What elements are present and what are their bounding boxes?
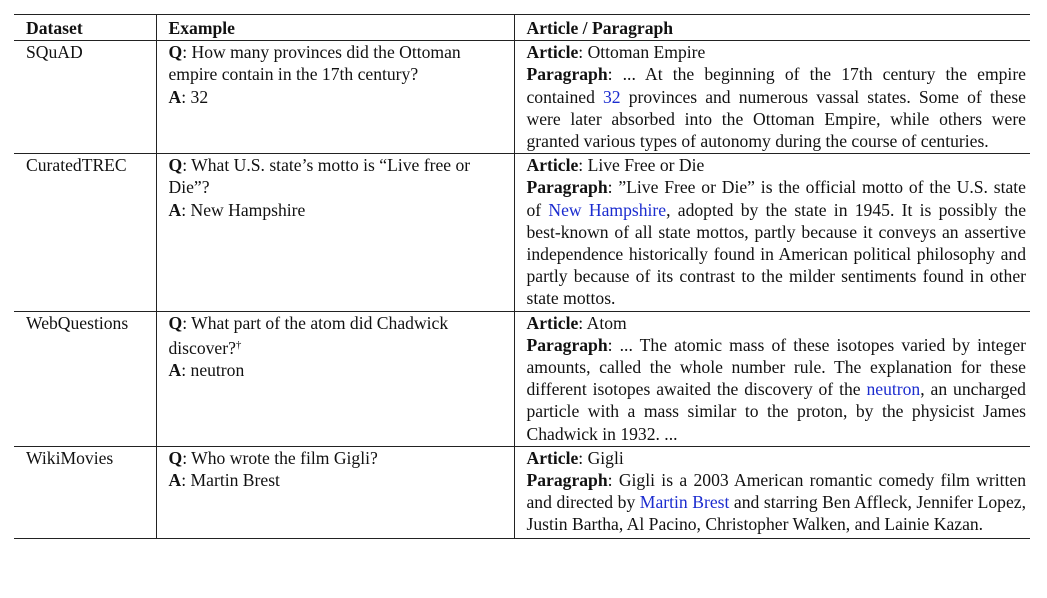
separator: : — [182, 312, 192, 333]
table-row — [14, 41, 1030, 154]
separator: : — [182, 155, 192, 176]
table-row — [14, 154, 1030, 311]
paragraph-label: Paragraph — [526, 470, 608, 491]
article-paragraph-cell — [514, 311, 1030, 446]
header-example: Example — [156, 15, 514, 41]
article-paragraph-cell — [514, 41, 1030, 154]
dataset-name: WikiMovies — [14, 446, 156, 538]
dataset-name: WebQuestions — [14, 311, 156, 446]
paragraph-label: Paragraph — [526, 177, 608, 198]
question-label: Q — [168, 155, 183, 176]
header-dataset: Dataset — [14, 15, 156, 41]
header-article-paragraph: Article / Paragraph — [514, 15, 1030, 41]
paragraph-label: Paragraph — [526, 64, 608, 85]
answer-highlight-link[interactable]: New Hampshire — [548, 199, 667, 220]
paragraph-text-after: and starring Ben Affleck, Jennifer Lopez, Justin Bartha, Al Pacino, Christopher Walken, and Lainie Kazan. — [526, 492, 1026, 535]
separator: : — [607, 64, 623, 85]
separator: : — [181, 199, 191, 220]
question-text: What part of the atom did Chadwick discover? — [168, 312, 449, 358]
article-label: Article — [526, 155, 579, 176]
answer-label: A — [168, 470, 182, 491]
paragraph-text-before: Gigli is a 2003 American romantic comedy film written and directed by — [526, 470, 1026, 513]
example-cell — [156, 311, 514, 446]
dataset-name: CuratedTREC — [14, 154, 156, 311]
table-row — [14, 311, 1030, 446]
example-cell — [156, 41, 514, 154]
paragraph-text-before: ”Live Free or Die” is the official motto of the U.S. state of — [526, 177, 1026, 220]
separator: : — [578, 312, 587, 333]
dagger-footnote-mark: † — [235, 338, 242, 351]
dataset-name: SQuAD — [14, 41, 156, 154]
separator: : — [181, 86, 191, 107]
question-label: Q — [168, 447, 183, 468]
article-label: Article — [526, 447, 579, 468]
article-paragraph-cell — [514, 446, 1030, 538]
separator: : — [578, 447, 588, 468]
answer-text: neutron — [190, 360, 245, 381]
question-text: Who wrote the film Gigli? — [191, 447, 378, 468]
article-title: Ottoman Empire — [587, 42, 706, 63]
article-paragraph-cell — [514, 154, 1030, 311]
paragraph-label: Paragraph — [526, 334, 608, 355]
article-label: Article — [526, 312, 579, 333]
separator: : — [578, 155, 588, 176]
separator: : — [182, 447, 192, 468]
table-header-row — [14, 15, 1030, 41]
separator: : — [182, 42, 192, 63]
answer-highlight-link[interactable]: 32 — [603, 86, 621, 107]
paragraph-text-before: ... At the beginning of the 17th century the empire contained — [526, 64, 1026, 107]
separator: : — [181, 360, 191, 381]
answer-label: A — [168, 199, 182, 220]
article-title: Gigli — [587, 447, 624, 468]
paragraph-text-after: , an uncharged particle with a mass similar to the proton, by the physicist James Chadwick in 1932. ... — [526, 379, 1026, 444]
question-label: Q — [168, 42, 183, 63]
separator: : — [181, 470, 191, 491]
question-text: What U.S. state’s motto is “Live free or Die”? — [168, 155, 471, 198]
article-title: Live Free or Die — [587, 155, 705, 176]
answer-highlight-link[interactable]: neutron — [866, 379, 921, 400]
separator: : — [607, 470, 619, 491]
examples-table-container — [14, 14, 1030, 539]
article-title: Atom — [586, 312, 627, 333]
separator: : — [578, 42, 588, 63]
paragraph-text-before: ... The atomic mass of these isotopes varied by integer amounts, called the whole number rule. The explanation for these different isotopes awaited the discovery of the — [526, 334, 1026, 400]
answer-highlight-link[interactable]: Martin Brest — [639, 492, 730, 513]
example-cell — [156, 154, 514, 311]
question-text: How many provinces did the Ottoman empire contain in the 17th century? — [168, 42, 461, 85]
answer-text: 32 — [190, 86, 209, 107]
separator: : — [607, 177, 619, 198]
answer-label: A — [168, 360, 182, 381]
answer-label: A — [168, 86, 182, 107]
article-label: Article — [526, 42, 579, 63]
paragraph-text-after: provinces and numerous vassal states. Some of these were later absorbed into the Ottoman Empire, while others were granted various types of autonomy during the course of centuries. — [526, 86, 1026, 152]
examples-table — [14, 14, 1030, 539]
answer-text: Martin Brest — [190, 470, 280, 491]
answer-text: New Hampshire — [190, 199, 306, 220]
question-label: Q — [168, 312, 183, 333]
paragraph-text-after: , adopted by the state in 1945. It is possibly the best-known of all state mottos, partly because it conveys an assertive independence historically found in American political philosophy and partly because of its contrast to the milder sentiments found in other state mottos. — [526, 199, 1026, 309]
table-row — [14, 446, 1030, 538]
separator: : — [607, 334, 620, 355]
example-cell — [156, 446, 514, 538]
